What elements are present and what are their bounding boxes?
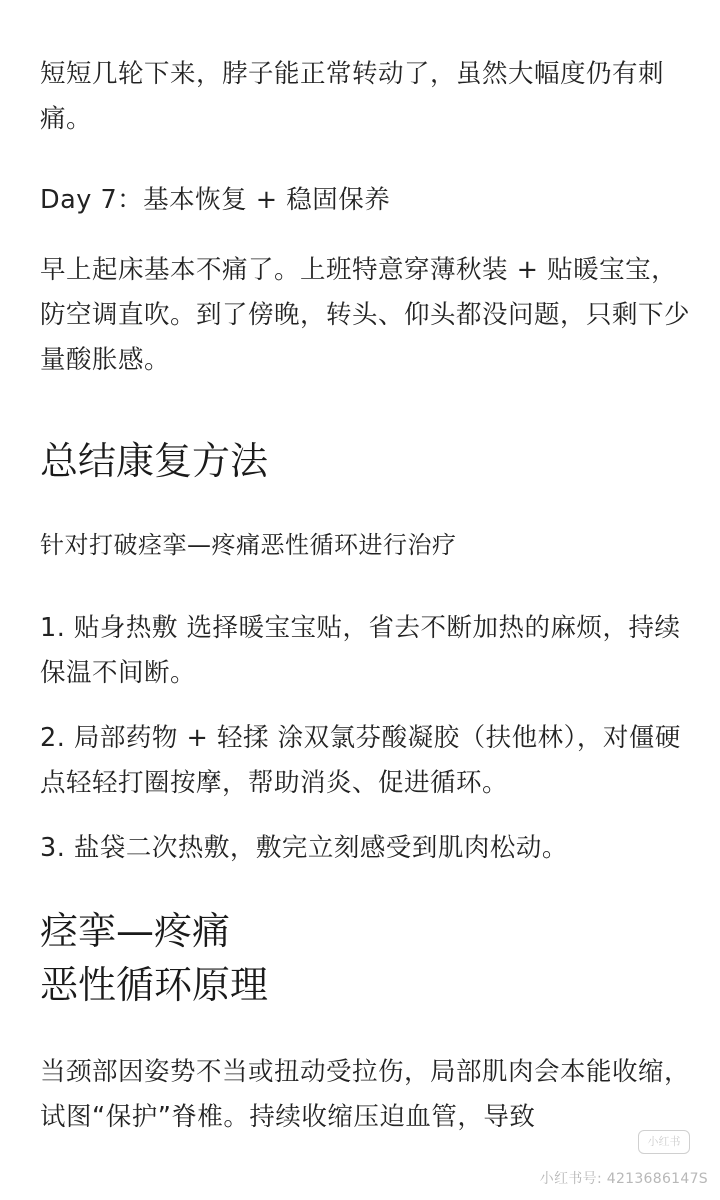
- section-title-summary: 总结康复方法: [40, 439, 269, 483]
- paragraph-day7: 早上起床基本不痛了。上班特意穿薄秋装 + 贴暖宝宝，防空调直吹。到了傍晚，转头、仰头都没问题，只剩下少量酸胀感。: [40, 255, 691, 375]
- step-1: 1. 贴身热敷 选择暖宝宝贴，省去不断加热的麻烦，持续保温不间断。: [40, 613, 681, 688]
- section-title-cycle-line2: 恶性循环原理: [40, 963, 269, 1007]
- xiaohongshu-logo-icon: 小红书: [638, 1130, 690, 1154]
- paragraph-cycle-explanation: 当颈部因姿势不当或扭动受拉伤，局部肌肉会本能收缩，试图“保护”脊椎。持续收缩压迫血管，导致: [40, 1057, 691, 1132]
- step-2: 2. 局部药物 + 轻揉 涂双氯芬酸凝胶（扶他林），对僵硬点轻轻打圈按摩，帮助消炎、促进循环。: [40, 723, 681, 798]
- watermark-id: 小红书号: 4213686147S: [539, 1171, 708, 1187]
- paragraph-recovery-progress: 短短几轮下来，脖子能正常转动了，虽然大幅度仍有刺痛。: [40, 59, 665, 134]
- step-3: 3. 盐袋二次热敷，敷完立刻感受到肌肉松动。: [40, 833, 568, 863]
- day7-heading: Day 7：基本恢复 + 稳固保养: [40, 185, 391, 215]
- summary-intro: 针对打破痉挛—疼痛恶性循环进行治疗: [40, 531, 457, 559]
- section-title-cycle-line1: 痉挛—疼痛: [40, 909, 231, 953]
- section-title-cycle: [40, 904, 690, 1012]
